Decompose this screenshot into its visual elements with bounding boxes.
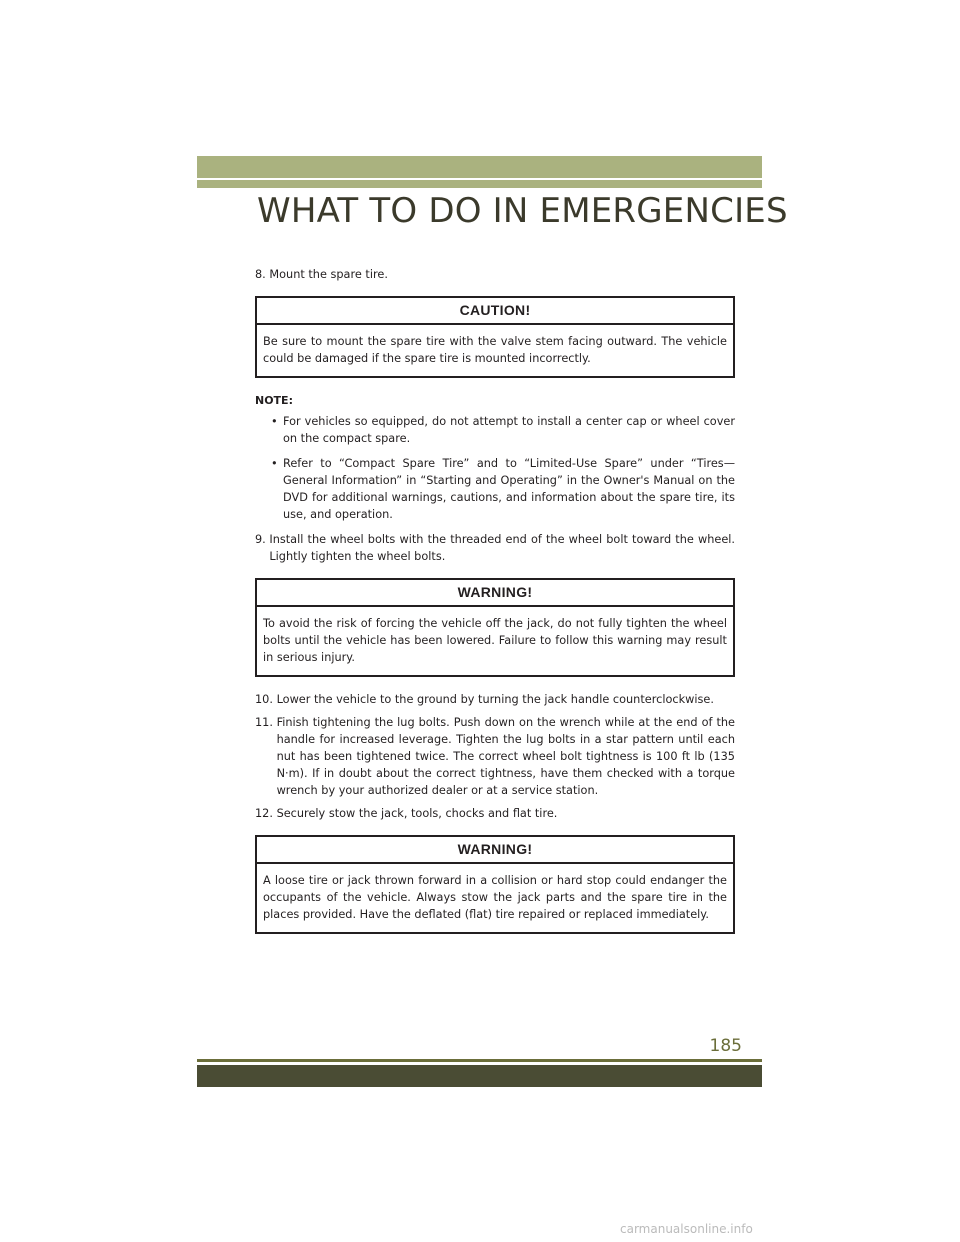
page-number: 185 <box>709 1036 742 1056</box>
warning-title: WARNING! <box>257 837 733 864</box>
header-band-thin <box>197 180 762 188</box>
caution-box <box>255 296 735 378</box>
step-text: Install the wheel bolts with the threaded end of the wheel bolt toward the wheel. Lightly tighten the wheel bolts. <box>269 533 735 563</box>
footer-band <box>197 1065 762 1087</box>
step-text: Securely stow the jack, tools, chocks and flat tire. <box>276 807 558 820</box>
caution-text: Be sure to mount the spare tire with the valve stem facing outward. The vehicle could be damaged if the spare tire is mounted incorrectly. <box>263 335 727 365</box>
step-12 <box>255 805 735 822</box>
section-title: WHAT TO DO IN EMERGENCIES <box>257 191 788 231</box>
footer-band-thin <box>197 1059 762 1062</box>
step-9 <box>255 531 735 565</box>
step-text: Finish tightening the lug bolts. Push down on the wrench while at the end of the handle for increased leverage. Tighten the lug bolts in a star pattern until each nut has been tightened twice. The correct wheel bolt tightness is 100 ft lb (135 N·m). If in doubt about the correct tightness, have them checked with a torque wrench by your authorized dealer or at a service station. <box>276 716 735 797</box>
note-bullet-text: Refer to “Compact Spare Tire” and to “Limited-Use Spare” under “Tires—General Information” in “Starting and Operating” in the Owner's Manual on the DVD for additional warnings, cautions, and information about the spare tire, its use, and operation. <box>283 457 735 521</box>
bullet-dot: • <box>271 457 278 470</box>
page-content <box>255 266 735 948</box>
step-number: 9. <box>255 533 270 546</box>
step-text: Mount the spare tire. <box>269 268 388 281</box>
warning-box-2 <box>255 835 735 934</box>
note-bullet-1 <box>271 413 735 447</box>
warning-text: A loose tire or jack thrown forward in a collision or hard stop could endanger the occupants of the vehicle. Always stow the jack parts and the spare tire in the places provided. Have the deflated (flat) tire repaired or replaced immediately. <box>263 874 727 921</box>
note-bullet-2 <box>271 455 735 523</box>
step-11 <box>255 714 735 799</box>
caution-title: CAUTION! <box>257 298 733 325</box>
header-band <box>197 156 762 178</box>
note-bullet-text: For vehicles so equipped, do not attempt to install a center cap or wheel cover on the compact spare. <box>283 415 735 445</box>
step-8 <box>255 266 735 283</box>
note-label: NOTE: <box>255 394 293 407</box>
step-number: 11. <box>255 716 277 729</box>
bullet-dot: • <box>271 415 278 428</box>
warning-title: WARNING! <box>257 580 733 607</box>
step-number: 12. <box>255 807 277 820</box>
step-number: 10. <box>255 693 277 706</box>
step-text: Lower the vehicle to the ground by turning the jack handle counterclockwise. <box>276 693 714 706</box>
warning-text: To avoid the risk of forcing the vehicle off the jack, do not fully tighten the wheel bolts until the vehicle has been lowered. Failure to follow this warning may result in serious injury. <box>263 617 727 664</box>
warning-box-1 <box>255 578 735 677</box>
watermark-text: carmanualsonline.info <box>620 1222 753 1236</box>
step-number: 8. <box>255 268 270 281</box>
step-10 <box>255 691 735 708</box>
